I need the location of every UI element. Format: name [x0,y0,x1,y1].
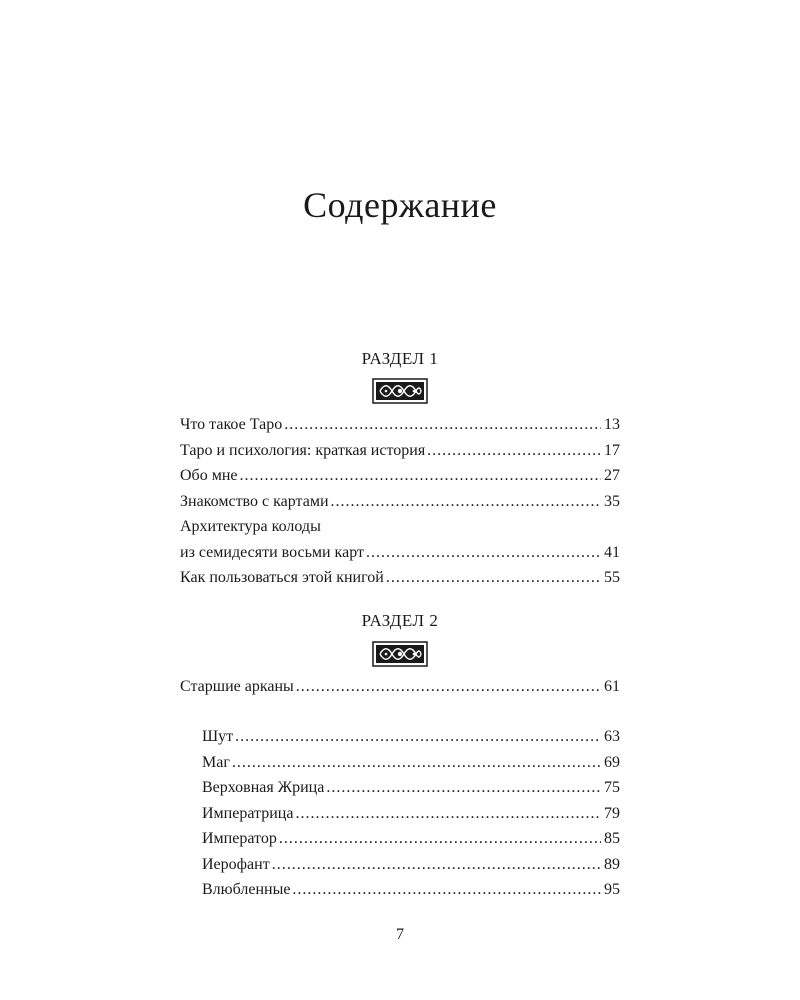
dot-leader [386,565,601,591]
toc-subentry[interactable] [202,724,620,750]
toc-entry-page: 13 [604,416,620,433]
page-number: 7 [396,926,404,943]
toc-entry-label: Таро и психология: краткая история [180,441,426,459]
toc-subentry[interactable] [202,826,620,852]
toc-entry-label: Обо мне [180,467,238,484]
toc-entry-page: 55 [604,569,620,586]
toc-entry-page: 63 [604,728,620,745]
toc-section-2 [180,674,620,700]
toc-subentry[interactable] [202,801,620,827]
toc-entry-label: Иерофант [202,855,270,873]
toc-entry-page: 69 [604,753,620,771]
toc-entry[interactable] [180,463,620,489]
toc-entry-label: Верховная Жрица [202,779,325,796]
dot-leader [331,489,602,515]
dot-leader [427,438,601,464]
toc-entry-page: 95 [604,881,620,898]
knot-ornament-icon [372,378,428,404]
toc-entry-label: из семидесяти восьми карт [180,543,364,561]
toc-entry-page: 61 [604,678,620,695]
toc-entry-page: 27 [604,467,620,484]
toc-entry-label: Шут [202,728,234,745]
toc-entry[interactable] [180,489,620,515]
toc-entry-page: 41 [604,543,620,561]
toc-entry[interactable] [180,674,620,700]
toc-entry-label: Император [202,830,277,847]
toc-entry-page: 89 [604,855,620,873]
toc-entry-label: Императрица [202,804,294,822]
toc-subentry[interactable] [202,750,620,776]
toc-entry-label: Что такое Таро [180,416,283,433]
dot-leader [284,412,601,438]
dot-leader [272,852,601,878]
dot-leader [239,463,601,489]
toc-entry-label: Влюбленные [202,881,291,898]
toc-section-1 [180,412,620,591]
toc-entry-page: 79 [604,804,620,822]
toc-entry-page: 85 [604,830,620,847]
dot-leader [296,674,601,700]
dot-leader [292,877,601,903]
toc-entry[interactable] [180,540,620,566]
dot-leader [235,724,601,750]
toc-entry-label: Знакомство с картами [180,492,329,510]
toc-entry[interactable] [180,514,620,540]
toc-entry-label: Архитектура колоды [180,518,321,535]
toc-entry-page: 17 [604,441,620,459]
toc-entry[interactable] [180,438,620,464]
toc-subentries [202,724,620,903]
toc-entry-page: 35 [604,492,620,510]
toc-entry[interactable] [180,412,620,438]
toc-entry-page: 75 [604,779,620,796]
toc-entry-label: Старшие арканы [180,678,294,695]
toc-entry-label: Маг [202,753,230,771]
dot-leader [366,540,601,566]
dot-leader [232,750,601,776]
page-title: Содержание [303,185,497,226]
dot-leader [295,801,601,827]
knot-ornament-icon [372,641,428,667]
toc-subentry[interactable] [202,775,620,801]
section-heading-2: РАЗДЕЛ 2 [361,611,439,630]
toc-subentry[interactable] [202,877,620,903]
toc-entry[interactable] [180,565,620,591]
section-heading-1: РАЗДЕЛ 1 [361,349,439,368]
toc-subentry[interactable] [202,852,620,878]
dot-leader [279,826,601,852]
dot-leader [326,775,601,801]
toc-entry-label: Как пользоваться этой книгой [180,569,384,586]
